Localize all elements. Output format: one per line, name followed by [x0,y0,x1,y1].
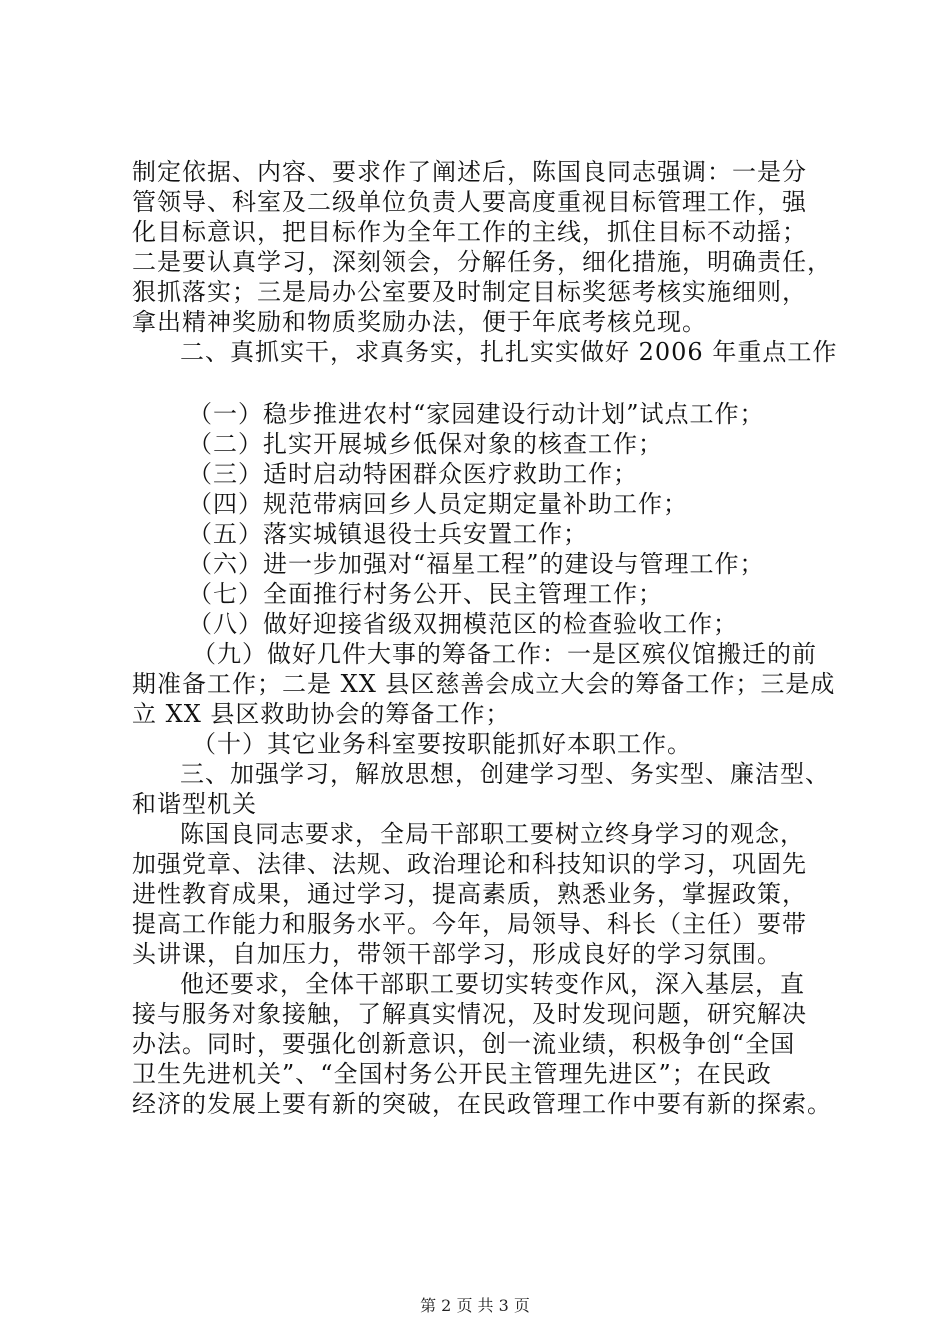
paragraph-line: 化目标意识，把目标作为全年工作的主线，抓住目标不动摇； [132,218,807,246]
document-body [132,157,840,1119]
section-heading-continued: 和谐型机关 [132,790,257,818]
list-item: （四）规范带病回乡人员定期定量补助工作； [188,490,688,518]
paragraph-line: 提高工作能力和服务水平。今年，局领导、科长（主任）要带 [132,910,807,938]
paragraph-line: 卫生先进机关”、“全国村务公开民主管理先进区”；在民政 [132,1060,772,1088]
paragraph-line: 头讲课，自加压力，带领干部学习，形成良好的学习氛围。 [132,940,782,968]
list-item: （三）适时启动特困群众医疗救助工作； [188,460,638,488]
section-heading: 二、真抓实干，求真务实，扎扎实实做好 2006 年重点工作 [180,338,838,366]
page-number-footer: 第 2 页 共 3 页 [420,1296,530,1315]
list-item: （七）全面推行村务公开、民主管理工作； [188,580,663,608]
paragraph-line: 进性教育成果，通过学习，提高素质，熟悉业务，掌握政策， [132,880,807,908]
list-item: （一）稳步推进农村“家园建设行动计划”试点工作； [188,400,765,428]
paragraph-line: 期准备工作；二是 XX 县区慈善会成立大会的筹备工作；三是成 [132,670,836,698]
section-heading: 三、加强学习，解放思想，创建学习型、务实型、廉洁型、 [180,760,830,788]
list-item: （十）其它业务科室要按职能抓好本职工作。 [192,730,692,758]
paragraph-line: 办法。同时，要强化创新意识，创一流业绩，积极争创“全国 [132,1030,796,1058]
paragraph-line: 他还要求，全体干部职工要切实转变作风，深入基层，直 [180,970,805,998]
list-item: （六）进一步加强对“福星工程”的建设与管理工作； [188,550,765,578]
paragraph-line: 狠抓落实；三是局办公室要及时制定目标奖惩考核实施细则， [132,278,807,306]
paragraph-line: 管领导、科室及二级单位负责人要高度重视目标管理工作，强 [132,188,807,216]
list-item: （五）落实城镇退役士兵安置工作； [188,520,588,548]
paragraph-line: 制定依据、内容、要求作了阐述后，陈国良同志强调：一是分 [132,158,807,186]
list-item: （九）做好几件大事的筹备工作：一是区殡仪馆搬迁的前 [192,640,817,668]
paragraph-line: 拿出精神奖励和物质奖励办法，便于年底考核兑现。 [132,308,707,336]
blank-line [132,367,840,399]
paragraph-line: 加强党章、法律、法规、政治理论和科技知识的学习，巩固先 [132,850,807,878]
paragraph-line: 二是要认真学习，深刻领会，分解任务，细化措施，明确责任， [132,248,832,276]
paragraph-line: 陈国良同志要求，全局干部职工要树立终身学习的观念， [180,820,805,848]
list-item: （八）做好迎接省级双拥模范区的检查验收工作； [188,610,738,638]
paragraph-line: 立 XX 县区救助协会的筹备工作； [132,700,511,728]
paragraph-line: 经济的发展上要有新的突破，在民政管理工作中要有新的探索。 [132,1090,832,1118]
list-item: （二）扎实开展城乡低保对象的核查工作； [188,430,663,458]
paragraph-line: 接与服务对象接触，了解真实情况，及时发现问题，研究解决 [132,1000,807,1028]
